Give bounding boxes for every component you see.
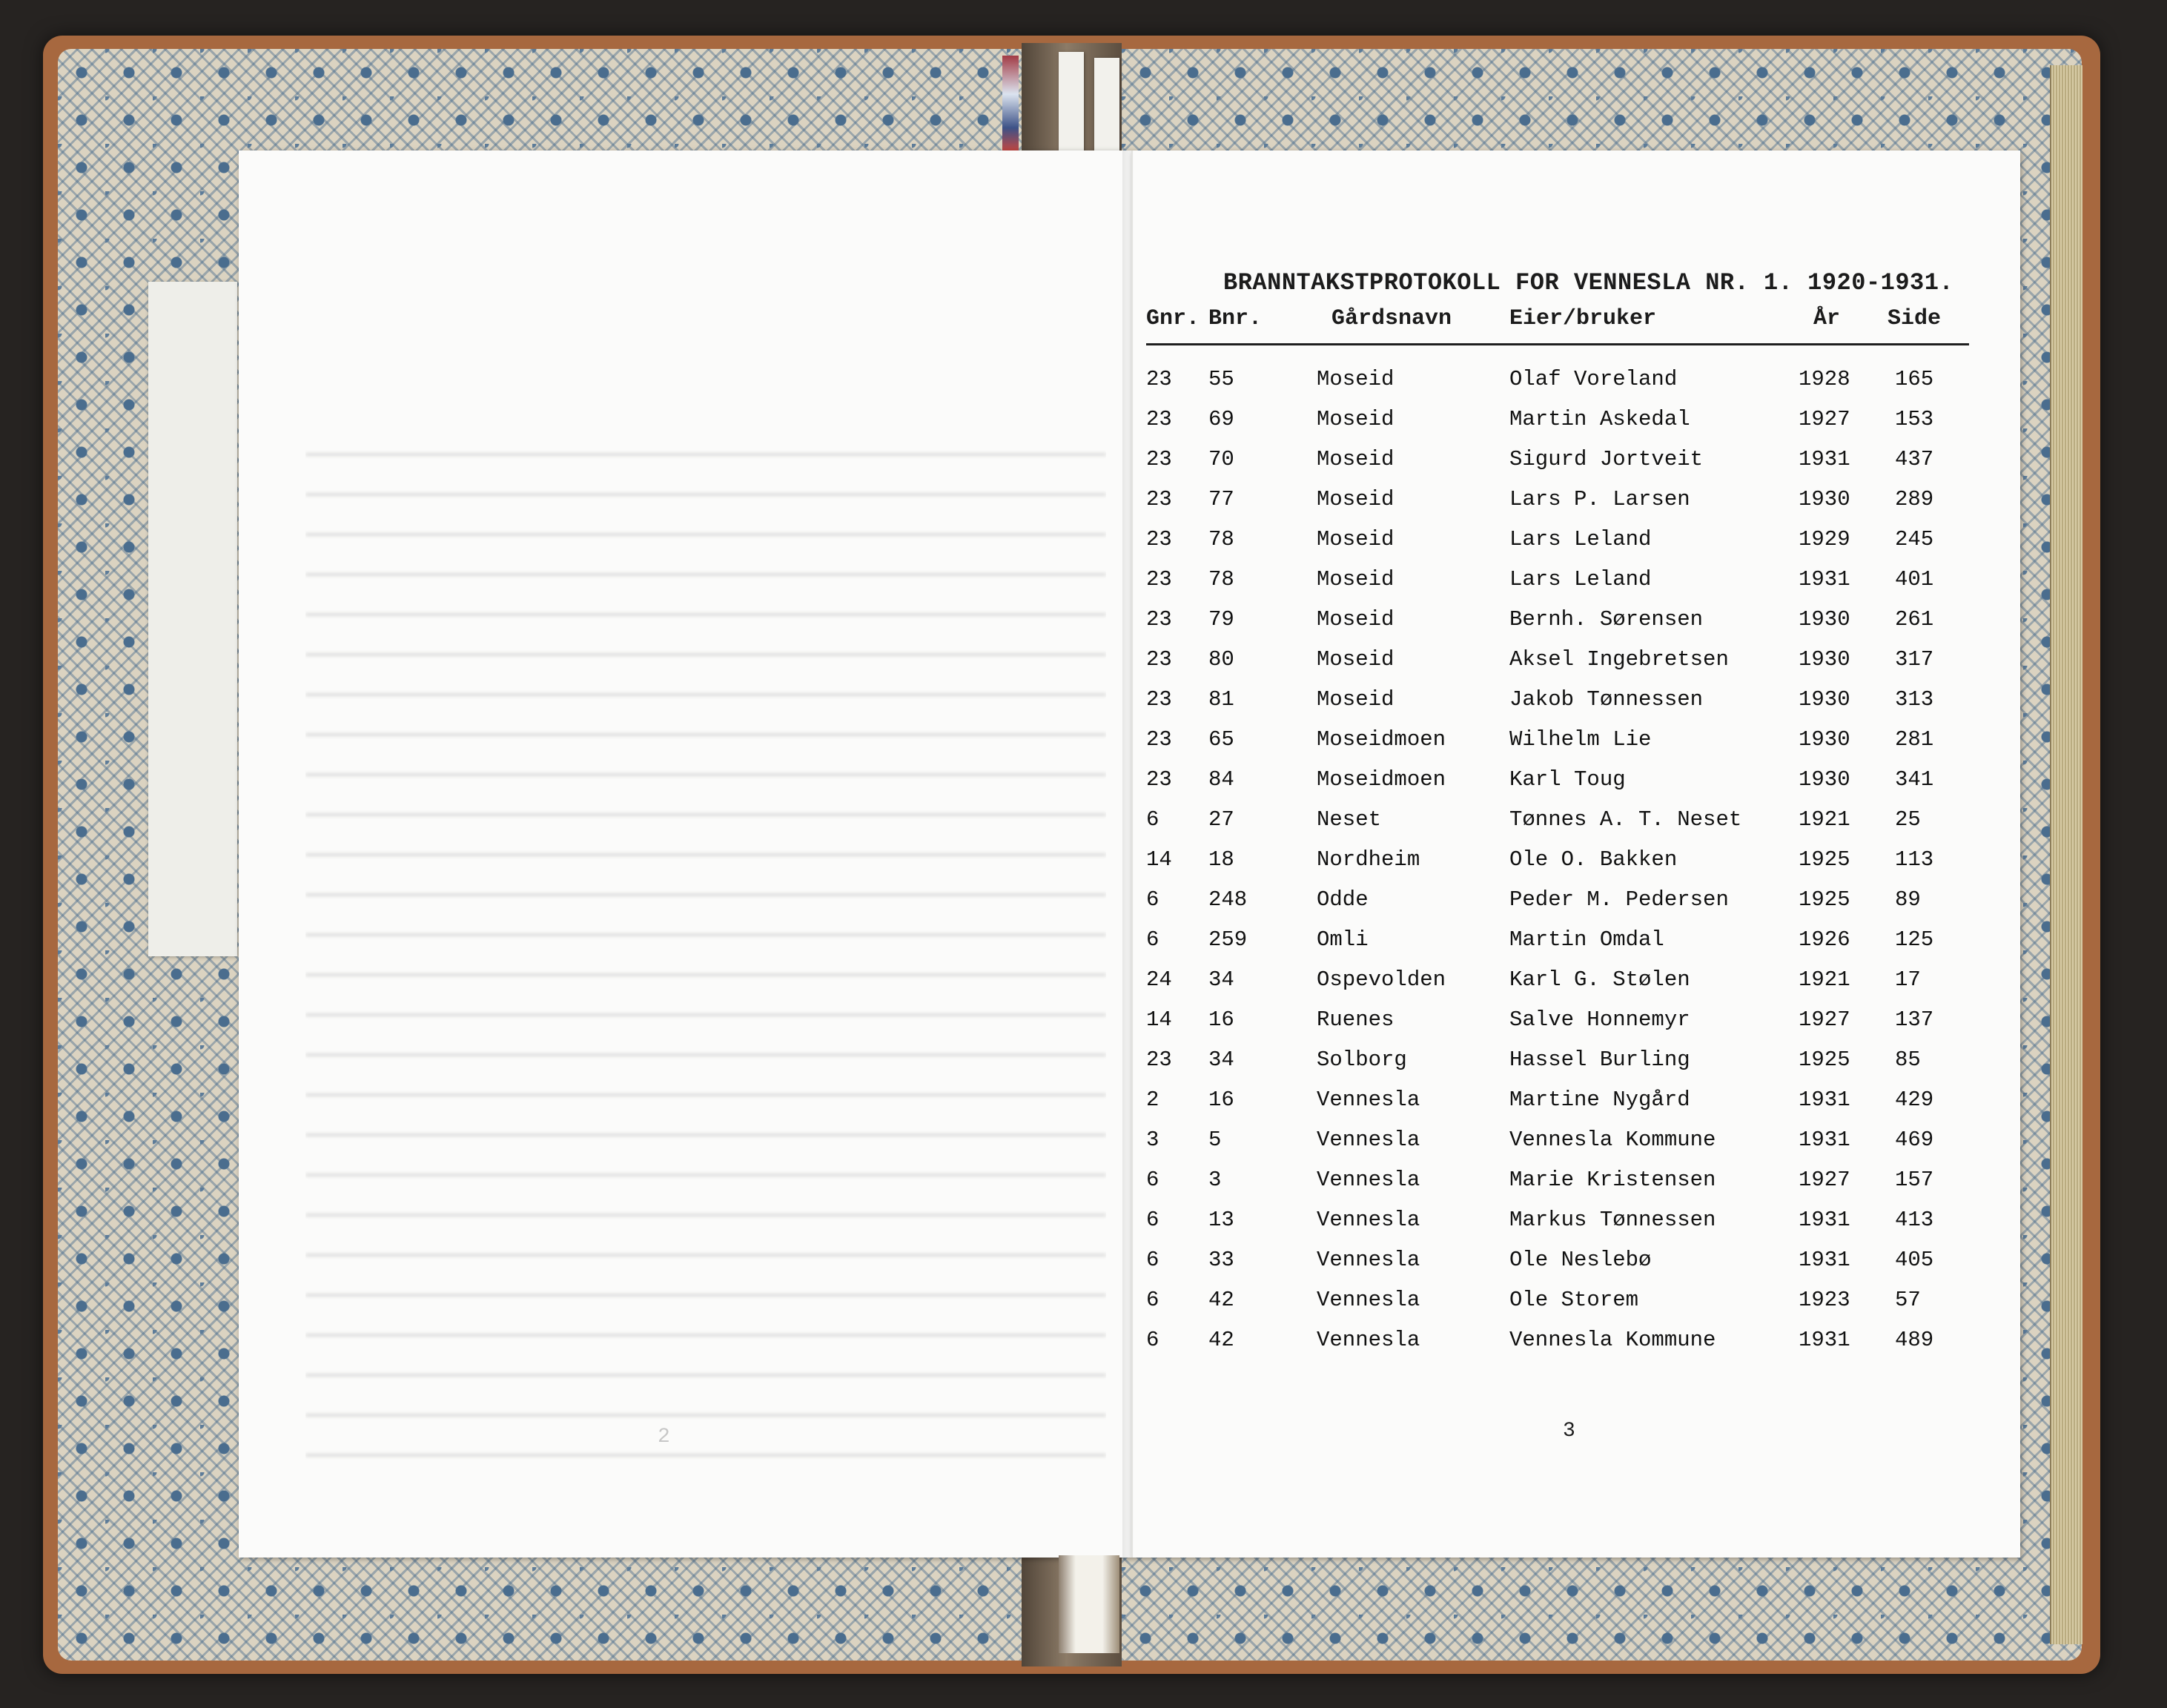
cell-bnr: 42 bbox=[1208, 1328, 1234, 1352]
cell-eier: Tønnes A. T. Neset bbox=[1509, 807, 1742, 832]
cell-side: 437 bbox=[1895, 447, 1934, 471]
cell-ar: 1931 bbox=[1799, 447, 1850, 471]
cell-ar: 1927 bbox=[1799, 1007, 1850, 1032]
cell-bnr: 18 bbox=[1208, 847, 1234, 872]
cell-eier: Marie Kristensen bbox=[1509, 1168, 1716, 1192]
cell-side: 113 bbox=[1895, 847, 1934, 872]
cell-ar: 1930 bbox=[1799, 487, 1850, 512]
cell-bnr: 78 bbox=[1208, 527, 1234, 552]
cell-bnr: 34 bbox=[1208, 967, 1234, 992]
cell-ar: 1927 bbox=[1799, 407, 1850, 431]
cell-side: 429 bbox=[1895, 1088, 1934, 1112]
cell-gardsnavn: Moseid bbox=[1317, 447, 1395, 471]
cell-gnr: 23 bbox=[1146, 567, 1172, 592]
cell-bnr: 16 bbox=[1208, 1007, 1234, 1032]
inner-loose-sheet bbox=[148, 282, 237, 956]
cell-gardsnavn: Vennesla bbox=[1317, 1128, 1420, 1152]
cell-gnr: 6 bbox=[1146, 1328, 1159, 1352]
cell-side: 401 bbox=[1895, 567, 1934, 592]
cell-gnr: 2 bbox=[1146, 1088, 1159, 1112]
cell-bnr: 259 bbox=[1208, 927, 1248, 952]
cell-bnr: 13 bbox=[1208, 1208, 1234, 1232]
cell-ar: 1931 bbox=[1799, 1088, 1850, 1112]
column-header-eier: Eier/bruker bbox=[1509, 306, 1657, 331]
cell-bnr: 42 bbox=[1208, 1288, 1234, 1312]
table-row bbox=[1146, 527, 1969, 567]
cell-ar: 1930 bbox=[1799, 647, 1850, 672]
cell-bnr: 34 bbox=[1208, 1047, 1234, 1072]
cell-ar: 1927 bbox=[1799, 1168, 1850, 1192]
bookmark-strip-bottom bbox=[1059, 1555, 1119, 1653]
left-page bbox=[239, 150, 1131, 1558]
cell-gnr: 6 bbox=[1146, 807, 1159, 832]
cell-gardsnavn: Moseid bbox=[1317, 607, 1395, 632]
table-row bbox=[1146, 807, 1969, 847]
cell-ar: 1921 bbox=[1799, 967, 1850, 992]
cell-eier: Vennesla Kommune bbox=[1509, 1328, 1716, 1352]
cell-ar: 1931 bbox=[1799, 567, 1850, 592]
cell-gnr: 14 bbox=[1146, 847, 1172, 872]
cell-eier: Hassel Burling bbox=[1509, 1047, 1690, 1072]
cell-ar: 1925 bbox=[1799, 1047, 1850, 1072]
table-row bbox=[1146, 1088, 1969, 1128]
table-row bbox=[1146, 647, 1969, 687]
cell-gardsnavn: Vennesla bbox=[1317, 1328, 1420, 1352]
table-row bbox=[1146, 1288, 1969, 1328]
cell-eier: Peder M. Pedersen bbox=[1509, 887, 1729, 912]
cell-side: 341 bbox=[1895, 767, 1934, 792]
table-row bbox=[1146, 1047, 1969, 1088]
column-header-ar: År bbox=[1813, 306, 1841, 331]
cell-gnr: 23 bbox=[1146, 727, 1172, 752]
cell-bnr: 84 bbox=[1208, 767, 1234, 792]
table-row bbox=[1146, 927, 1969, 967]
cell-gnr: 23 bbox=[1146, 687, 1172, 712]
column-header-gardsnavn: Gårdsnavn bbox=[1331, 306, 1452, 331]
cell-ar: 1925 bbox=[1799, 887, 1850, 912]
cell-side: 489 bbox=[1895, 1328, 1934, 1352]
cell-eier: Sigurd Jortveit bbox=[1509, 447, 1704, 471]
cell-side: 281 bbox=[1895, 727, 1934, 752]
cell-gardsnavn: Moseidmoen bbox=[1317, 767, 1446, 792]
cell-gnr: 23 bbox=[1146, 487, 1172, 512]
cell-ar: 1931 bbox=[1799, 1128, 1850, 1152]
cell-eier: Ole Storem bbox=[1509, 1288, 1639, 1312]
cell-bnr: 248 bbox=[1208, 887, 1248, 912]
cell-gnr: 6 bbox=[1146, 887, 1159, 912]
cell-bnr: 27 bbox=[1208, 807, 1234, 832]
cell-eier: Aksel Ingebretsen bbox=[1509, 647, 1729, 672]
cell-side: 413 bbox=[1895, 1208, 1934, 1232]
cell-eier: Ole O. Bakken bbox=[1509, 847, 1678, 872]
cell-side: 165 bbox=[1895, 367, 1934, 391]
table-row bbox=[1146, 1208, 1969, 1248]
cell-gardsnavn: Vennesla bbox=[1317, 1208, 1420, 1232]
column-header-side: Side bbox=[1888, 306, 1942, 331]
cell-gnr: 6 bbox=[1146, 1288, 1159, 1312]
cell-ar: 1930 bbox=[1799, 767, 1850, 792]
cell-gardsnavn: Nordheim bbox=[1317, 847, 1420, 872]
cell-gnr: 23 bbox=[1146, 407, 1172, 431]
cell-side: 85 bbox=[1895, 1047, 1921, 1072]
table-row bbox=[1146, 367, 1969, 407]
table-row bbox=[1146, 1007, 1969, 1047]
cell-side: 261 bbox=[1895, 607, 1934, 632]
cell-ar: 1930 bbox=[1799, 607, 1850, 632]
cell-gnr: 23 bbox=[1146, 1047, 1172, 1072]
cell-ar: 1930 bbox=[1799, 687, 1850, 712]
cell-gardsnavn: Moseid bbox=[1317, 647, 1395, 672]
cell-gnr: 23 bbox=[1146, 367, 1172, 391]
cell-side: 317 bbox=[1895, 647, 1934, 672]
cell-side: 469 bbox=[1895, 1128, 1934, 1152]
table-row bbox=[1146, 407, 1969, 447]
table-row bbox=[1146, 1128, 1969, 1168]
cell-gnr: 6 bbox=[1146, 1168, 1159, 1192]
cell-eier: Karl G. Stølen bbox=[1509, 967, 1690, 992]
cell-gardsnavn: Moseid bbox=[1317, 487, 1395, 512]
page-gutter-shadow bbox=[1122, 150, 1134, 1558]
cell-gardsnavn: Odde bbox=[1317, 887, 1369, 912]
cell-eier: Karl Toug bbox=[1509, 767, 1626, 792]
table-row bbox=[1146, 847, 1969, 887]
cell-bnr: 81 bbox=[1208, 687, 1234, 712]
table-row bbox=[1146, 607, 1969, 647]
cell-bnr: 3 bbox=[1208, 1168, 1222, 1192]
cell-side: 89 bbox=[1895, 887, 1921, 912]
cell-gardsnavn: Moseid bbox=[1317, 407, 1395, 431]
cell-gnr: 23 bbox=[1146, 607, 1172, 632]
cell-bnr: 55 bbox=[1208, 367, 1234, 391]
cell-gardsnavn: Vennesla bbox=[1317, 1288, 1420, 1312]
cell-ar: 1928 bbox=[1799, 367, 1850, 391]
cell-gnr: 6 bbox=[1146, 927, 1159, 952]
cell-gnr: 14 bbox=[1146, 1007, 1172, 1032]
cell-gardsnavn: Moseid bbox=[1317, 687, 1395, 712]
cell-side: 137 bbox=[1895, 1007, 1934, 1032]
cell-eier: Markus Tønnessen bbox=[1509, 1208, 1716, 1232]
cell-gardsnavn: Solborg bbox=[1317, 1047, 1407, 1072]
cell-eier: Ole Neslebø bbox=[1509, 1248, 1652, 1272]
cell-ar: 1929 bbox=[1799, 527, 1850, 552]
cell-gnr: 24 bbox=[1146, 967, 1172, 992]
bookmark-tab-top-right bbox=[1094, 58, 1119, 153]
cell-eier: Lars Leland bbox=[1509, 527, 1652, 552]
cell-side: 153 bbox=[1895, 407, 1934, 431]
cell-bnr: 70 bbox=[1208, 447, 1234, 471]
cell-bnr: 5 bbox=[1208, 1128, 1222, 1152]
table-row bbox=[1146, 727, 1969, 767]
cell-side: 17 bbox=[1895, 967, 1921, 992]
cell-gnr: 3 bbox=[1146, 1128, 1159, 1152]
table-row bbox=[1146, 887, 1969, 927]
cell-ar: 1931 bbox=[1799, 1248, 1850, 1272]
cell-ar: 1926 bbox=[1799, 927, 1850, 952]
cell-eier: Vennesla Kommune bbox=[1509, 1128, 1716, 1152]
left-page-number: 2 bbox=[658, 1426, 670, 1449]
cell-gardsnavn: Moseid bbox=[1317, 367, 1395, 391]
cell-eier: Jakob Tønnessen bbox=[1509, 687, 1704, 712]
table-row bbox=[1146, 447, 1969, 487]
cell-gardsnavn: Ospevolden bbox=[1317, 967, 1446, 992]
cell-gnr: 6 bbox=[1146, 1248, 1159, 1272]
cell-bnr: 79 bbox=[1208, 607, 1234, 632]
cell-ar: 1930 bbox=[1799, 727, 1850, 752]
ribbon-bookmark bbox=[1002, 56, 1019, 152]
cell-side: 289 bbox=[1895, 487, 1934, 512]
cell-side: 245 bbox=[1895, 527, 1934, 552]
cell-gardsnavn: Omli bbox=[1317, 927, 1369, 952]
page-edges bbox=[2050, 65, 2082, 1644]
cell-side: 313 bbox=[1895, 687, 1934, 712]
page-number: 3 bbox=[1563, 1420, 1575, 1443]
cell-eier: Salve Honnemyr bbox=[1509, 1007, 1690, 1032]
table-row bbox=[1146, 767, 1969, 807]
cell-ar: 1921 bbox=[1799, 807, 1850, 832]
cell-gnr: 6 bbox=[1146, 1208, 1159, 1232]
cell-eier: Martin Askedal bbox=[1509, 407, 1690, 431]
cell-bnr: 69 bbox=[1208, 407, 1234, 431]
cell-gardsnavn: Ruenes bbox=[1317, 1007, 1395, 1032]
cell-side: 125 bbox=[1895, 927, 1934, 952]
table-row bbox=[1146, 487, 1969, 527]
cell-eier: Martine Nygård bbox=[1509, 1088, 1690, 1112]
cell-gardsnavn: Moseidmoen bbox=[1317, 727, 1446, 752]
cell-bnr: 33 bbox=[1208, 1248, 1234, 1272]
cell-ar: 1923 bbox=[1799, 1288, 1850, 1312]
cell-bnr: 16 bbox=[1208, 1088, 1234, 1112]
cell-ar: 1931 bbox=[1799, 1328, 1850, 1352]
cell-eier: Lars P. Larsen bbox=[1509, 487, 1690, 512]
cell-side: 57 bbox=[1895, 1288, 1921, 1312]
bookmark-tab-top-left bbox=[1059, 52, 1084, 156]
right-page bbox=[1131, 150, 2020, 1558]
table-row bbox=[1146, 1328, 1969, 1368]
cell-gnr: 23 bbox=[1146, 647, 1172, 672]
cell-ar: 1925 bbox=[1799, 847, 1850, 872]
column-header-gnr: Gnr. bbox=[1146, 306, 1200, 331]
table-row bbox=[1146, 967, 1969, 1007]
cell-bnr: 78 bbox=[1208, 567, 1234, 592]
cell-eier: Wilhelm Lie bbox=[1509, 727, 1652, 752]
cell-gardsnavn: Vennesla bbox=[1317, 1088, 1420, 1112]
cell-gnr: 23 bbox=[1146, 527, 1172, 552]
table-row bbox=[1146, 687, 1969, 727]
cell-eier: Lars Leland bbox=[1509, 567, 1652, 592]
cell-gardsnavn: Moseid bbox=[1317, 567, 1395, 592]
column-header-bnr: Bnr. bbox=[1208, 306, 1263, 331]
cell-gnr: 23 bbox=[1146, 767, 1172, 792]
cell-eier: Olaf Voreland bbox=[1509, 367, 1678, 391]
page-title: BRANNTAKSTPROTOKOLL FOR VENNESLA NR. 1. 1920-1931. bbox=[1223, 269, 1954, 297]
cell-gnr: 23 bbox=[1146, 447, 1172, 471]
register-table bbox=[1146, 367, 1969, 1368]
cell-eier: Bernh. Sørensen bbox=[1509, 607, 1704, 632]
cell-bnr: 77 bbox=[1208, 487, 1234, 512]
table-row bbox=[1146, 567, 1969, 607]
table-row bbox=[1146, 1168, 1969, 1208]
cell-bnr: 80 bbox=[1208, 647, 1234, 672]
cell-gardsnavn: Neset bbox=[1317, 807, 1382, 832]
table-row bbox=[1146, 1248, 1969, 1288]
cell-gardsnavn: Vennesla bbox=[1317, 1248, 1420, 1272]
cell-eier: Martin Omdal bbox=[1509, 927, 1664, 952]
cell-bnr: 65 bbox=[1208, 727, 1234, 752]
show-through-text bbox=[305, 262, 1106, 1633]
cell-gardsnavn: Vennesla bbox=[1317, 1168, 1420, 1192]
cell-side: 157 bbox=[1895, 1168, 1934, 1192]
cell-side: 25 bbox=[1895, 807, 1921, 832]
cell-ar: 1931 bbox=[1799, 1208, 1850, 1232]
cell-side: 405 bbox=[1895, 1248, 1934, 1272]
table-header bbox=[1146, 306, 1969, 345]
cell-gardsnavn: Moseid bbox=[1317, 527, 1395, 552]
